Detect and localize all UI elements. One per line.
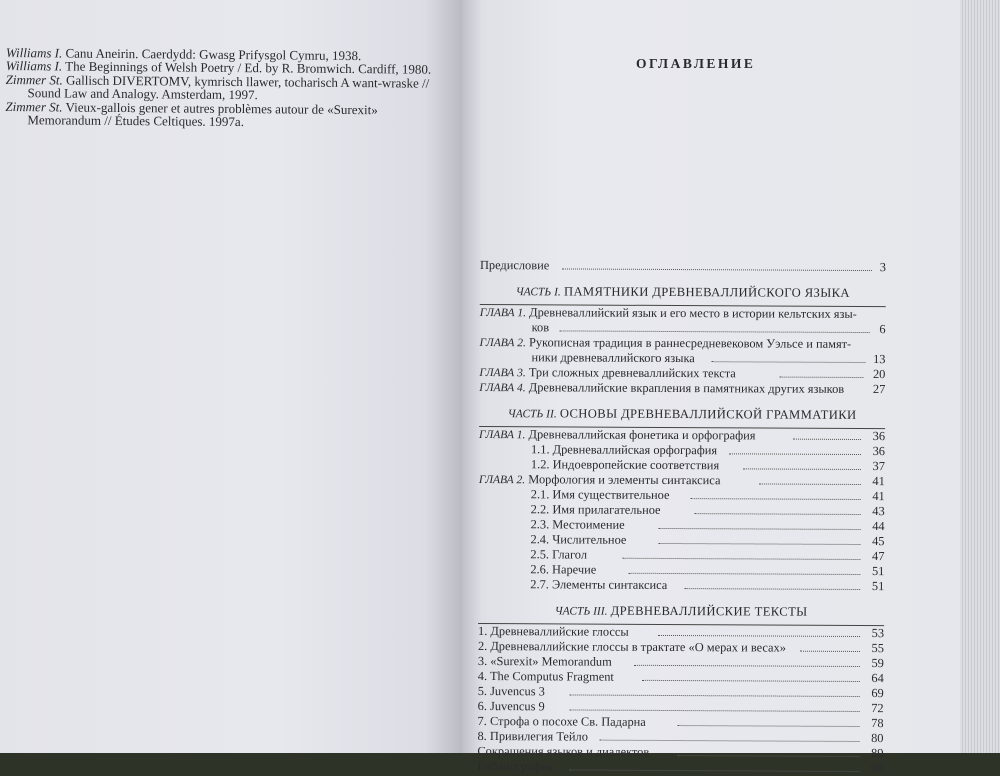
left-page [0, 0, 462, 753]
bibliography-entry: Zimmer St. Vieux-gallois gener et autres problèmes autour de «Surexit» Memorandum // Études Celtiques. 1997a. [5, 98, 378, 130]
toc-entry-text[interactable]: 1. Древневаллийские глоссы 53 [478, 623, 885, 641]
dot-leader [569, 769, 859, 772]
toc-entry-section[interactable]: 2.1. Имя существительное 41 [530, 487, 885, 504]
dot-leader [659, 528, 861, 530]
dot-leader [711, 361, 865, 363]
dot-leader [793, 439, 861, 440]
bibliography-entry: Williams I. The Beginnings of Welsh Poetry / Ed. by R. Bromwich. Cardiff, 1980. [5, 58, 432, 78]
dot-leader [659, 543, 861, 545]
toc-entry-section[interactable]: 2.3. Местоимение 44 [530, 517, 885, 534]
dot-leader [634, 665, 860, 667]
dot-leader [729, 453, 861, 455]
dot-leader [743, 468, 861, 470]
dot-leader [642, 680, 860, 682]
toc-entry-text[interactable]: 2. Древневаллийские глоссы в трактате «О мерах и весах» 55 [477, 638, 884, 656]
dot-leader [562, 268, 872, 271]
toc-entry-text[interactable]: 6. Juvencus 9 72 [477, 698, 884, 716]
toc-entry-continuation: ков 6 [531, 320, 886, 337]
dot-leader [570, 694, 860, 697]
toc-entry-section[interactable]: 2.7. Элементы синтаксиса 51 [530, 577, 885, 594]
dot-leader [678, 725, 860, 727]
toc-entry-text[interactable]: 5. Juvencus 3 69 [477, 683, 884, 701]
toc-entry-chapter[interactable]: ГЛАВА 2. Рукописная традиция в раннесредневековом Уэльсе и памят- [479, 335, 852, 351]
toc-entry-chapter[interactable]: ГЛАВА 1. Древневаллийская фонетика и орфография 36 [479, 427, 886, 444]
dot-leader [677, 755, 859, 757]
toc-entry-abbreviations[interactable]: Сокращения языков и диалектов 89 [477, 743, 884, 761]
toc-entry-text[interactable]: 7. Строфа о посохе Св. Падарна 78 [477, 713, 884, 731]
dot-leader [695, 513, 861, 515]
dot-leader [759, 483, 861, 485]
dot-leader [691, 498, 861, 500]
toc-entry-section[interactable]: 2.2. Имя прилагательное 43 [530, 502, 885, 519]
toc-entry-section[interactable]: 2.4. Числительное 45 [530, 532, 885, 549]
bibliography-entry: Zimmer St. Gallisch DIVERTOMV, kymrisch llawer, tocharisch A want-wraske // Sound Law and Analogy. Amsterdam, 1997. [5, 71, 430, 103]
toc-entry-section[interactable]: 1.1. Древневаллийская орфография 36 [530, 442, 886, 459]
toc-entry-bibliography[interactable]: Библиография 90 [477, 758, 884, 776]
toc-entry-section[interactable]: 1.2. Индоевропейские соответствия 37 [530, 457, 885, 474]
dot-leader [658, 635, 860, 637]
table-of-contents [477, 258, 886, 776]
dot-leader [684, 588, 860, 590]
toc-entry-continuation: ники древневаллийского языка 13 [531, 350, 886, 367]
toc-entry-section[interactable]: 2.6. Наречие 51 [530, 562, 885, 579]
toc-entry-preface[interactable]: Предисловие 3 [479, 258, 886, 275]
toc-entry-section[interactable]: 2.5. Глагол 47 [530, 547, 885, 564]
part-heading: ЧАСТЬ II. ОСНОВЫ ДРЕВНЕВАЛЛИЙСКОЙ ГРАММАТИКИ [507, 406, 857, 422]
dot-leader [800, 651, 860, 652]
toc-entry-text[interactable]: 8. Привилегия Тейло 80 [477, 728, 884, 746]
part-heading: ЧАСТЬ I. ПАМЯТНИКИ ДРЕВНЕВАЛЛИЙСКОГО ЯЗЫКА [515, 284, 850, 300]
page-edges [960, 0, 1000, 753]
toc-entry-chapter[interactable]: ГЛАВА 1. Древневаллийский язык и его место в истории кельтских язы- [479, 305, 857, 321]
dot-leader [628, 573, 860, 575]
dot-leader [779, 377, 863, 378]
toc-entry-chapter[interactable]: ГЛАВА 2. Морфология и элементы синтаксиса 41 [478, 472, 885, 489]
dot-leader [570, 709, 860, 712]
dot-leader [599, 740, 859, 742]
toc-entry-chapter[interactable]: ГЛАВА 3. Три сложных древневаллийских текста 20 [479, 365, 886, 382]
dot-leader [560, 330, 870, 333]
toc-title: ОГЛАВЛЕНИЕ [636, 56, 756, 71]
dot-leader [622, 558, 860, 560]
toc-entry-text[interactable]: 3. «Surexit» Memorandum 59 [477, 653, 884, 671]
bibliography-list [5, 46, 436, 130]
toc-entry-text[interactable]: 4. The Computus Fragment 64 [477, 668, 884, 686]
toc-entry-chapter[interactable]: ГЛАВА 4. Древневаллийские вкрапления в памятниках других языков 27 [479, 380, 886, 397]
part-heading: ЧАСТЬ III. ДРЕВНЕВАЛЛИЙСКИЕ ТЕКСТЫ [554, 603, 808, 619]
bibliography-entry: Williams I. Canu Aneirin. Caerdydd: Gwasg Prifysgol Cymru, 1938. [5, 45, 362, 64]
